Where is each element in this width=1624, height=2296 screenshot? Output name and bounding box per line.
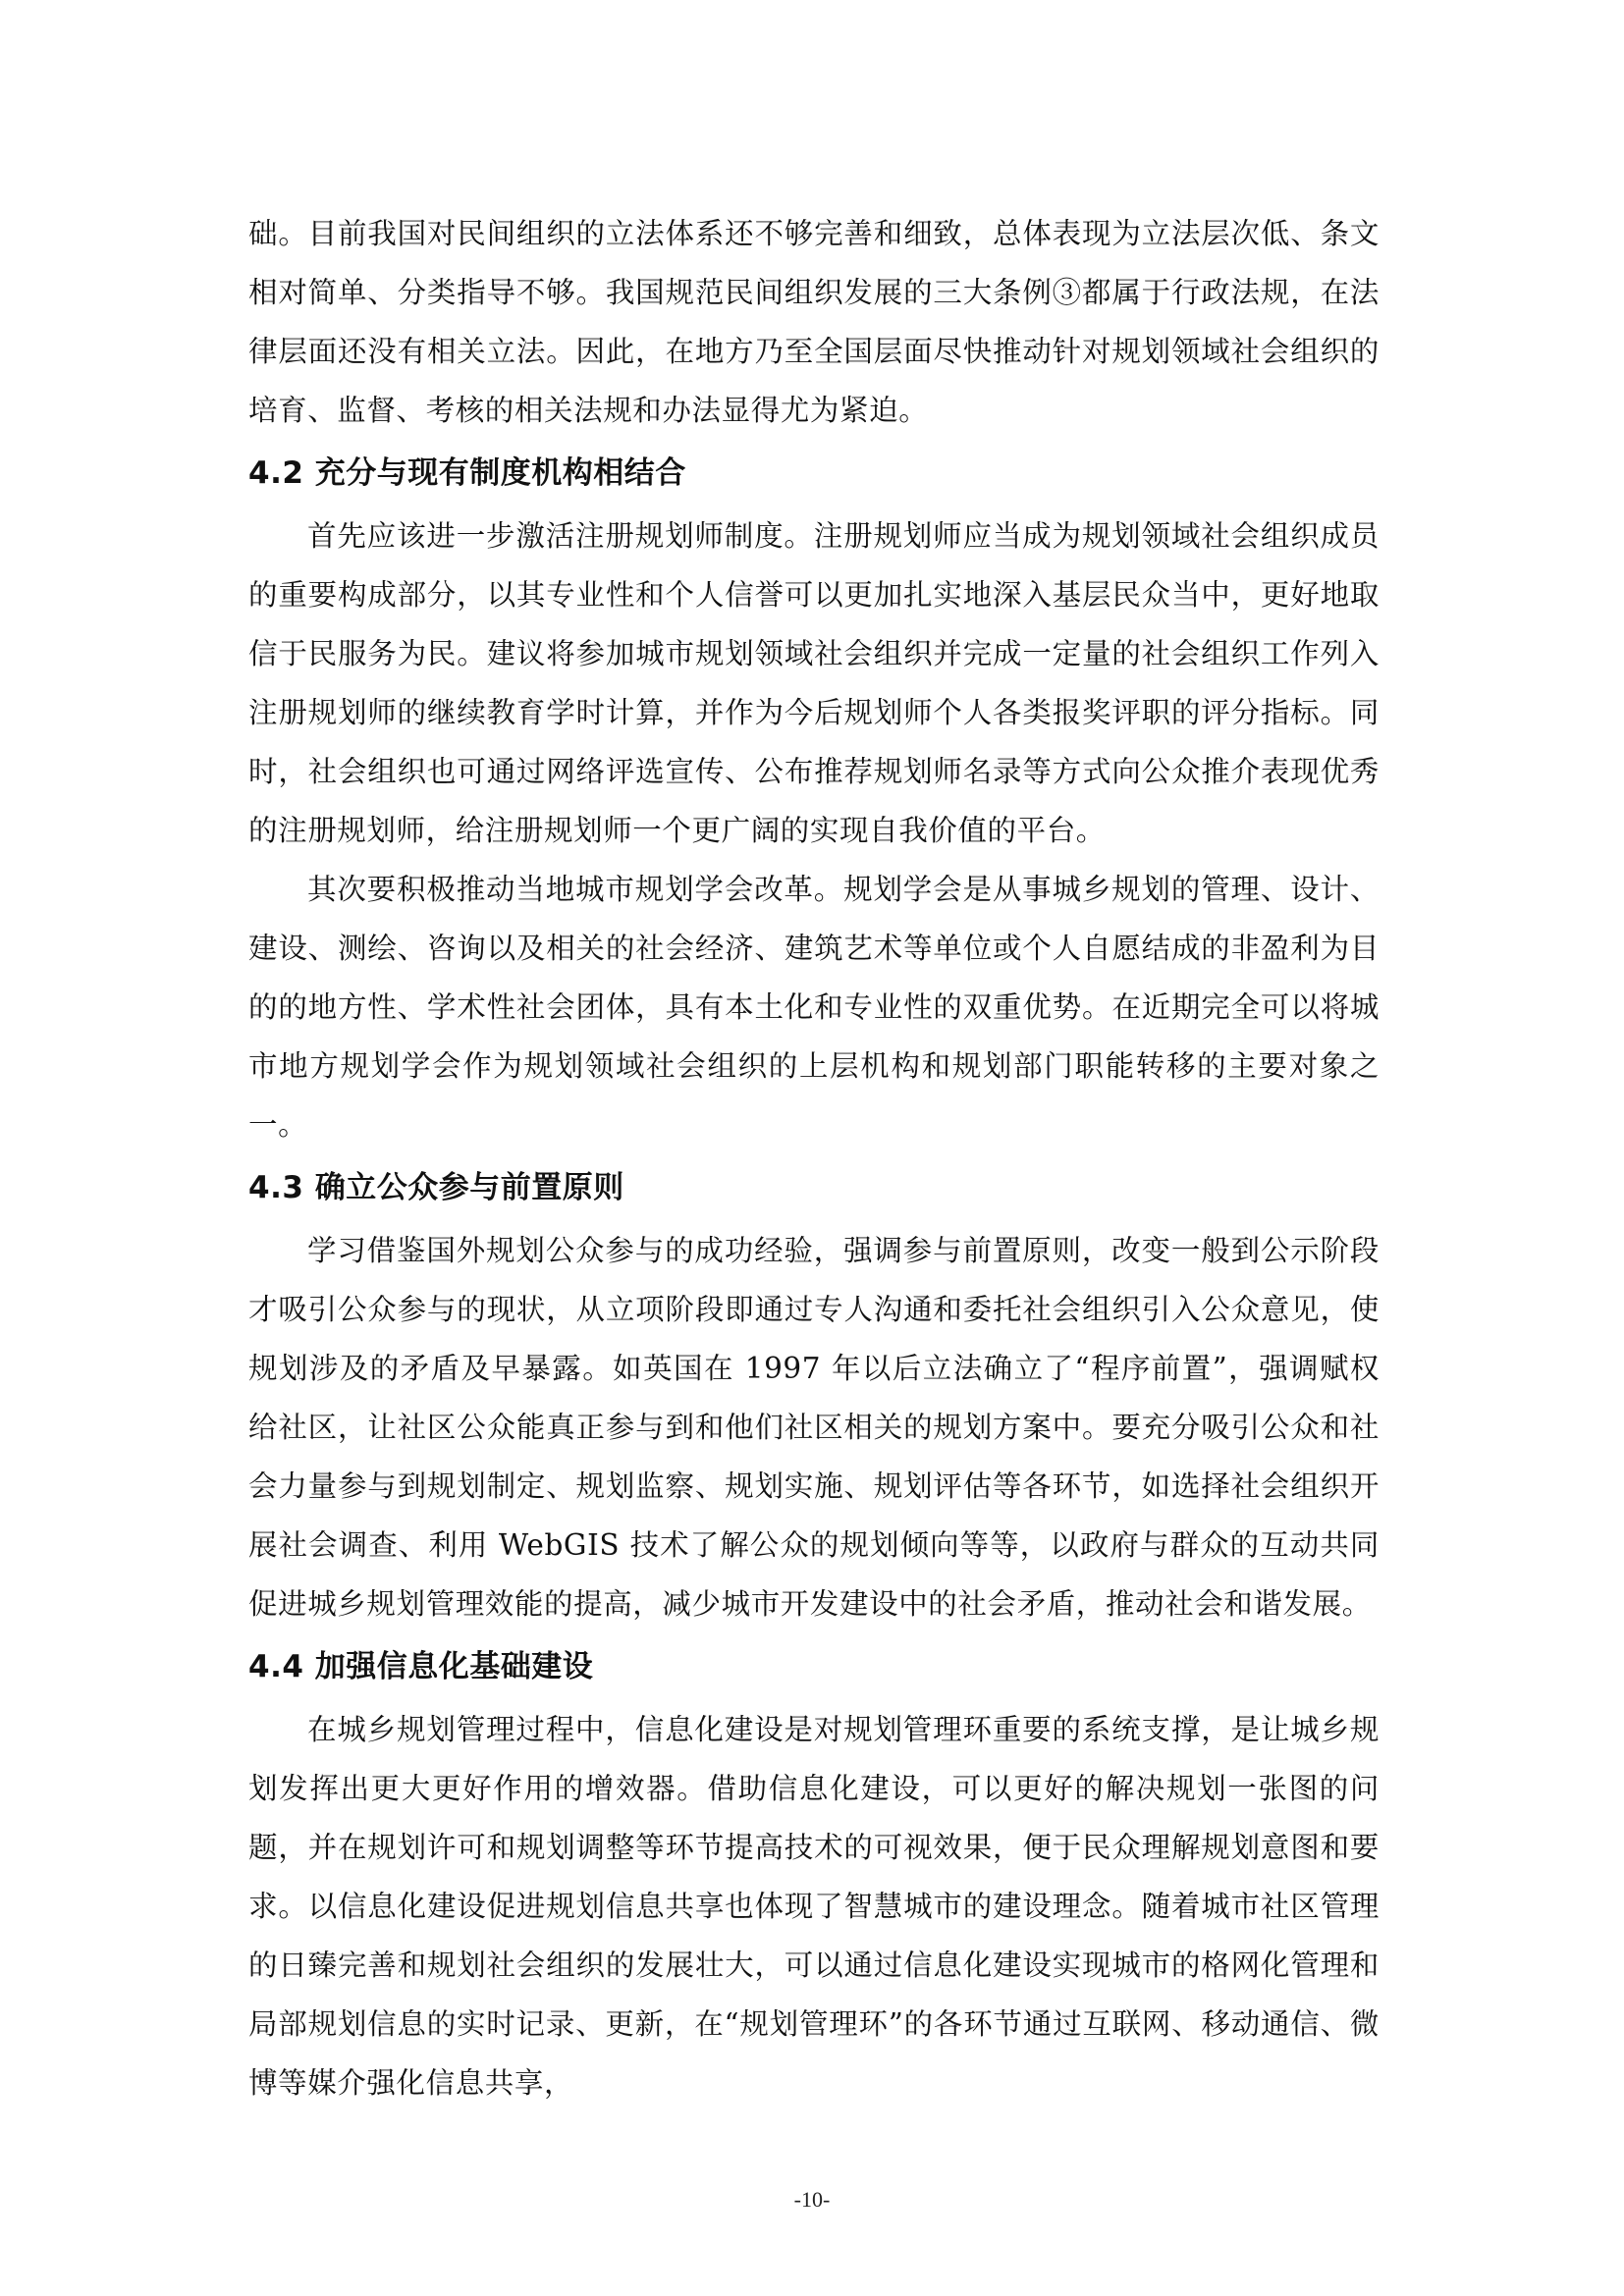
paragraph-informatization: 在城乡规划管理过程中，信息化建设是对规划管理环重要的系统支撑，是让城乡规划发挥出更大更好作用的增效器。借助信息化建设，可以更好的解决规划一张图的问题，并在规划许可和规划调整等环节提高技术的可视效果，便于民众理解规划意图和要求。以信息化建设促进规划信息共享也体现了智慧城市的建设理念。随着城市社区管理的日臻完善和规划社会组织的发展壮大，可以通过信息化建设实现城市的格网化管理和局部规划信息的实时记录、更新，在“规划管理环”的各环节通过互联网、移动通信、微博等媒介强化信息共享，	[248, 1713, 1380, 2100]
page-number: -10-	[793, 2187, 831, 2212]
section-heading-4-3: 4.3 确立公众参与前置原则	[248, 1170, 624, 1205]
section-heading-4-2: 4.2 充分与现有制度机构相结合	[248, 455, 686, 491]
page-body	[248, 204, 1380, 2112]
paragraph-continued: 础。目前我国对民间组织的立法体系还不够完善和细致，总体表现为立法层次低、条文相对简单、分类指导不够。我国规范民间组织发展的三大条例③都属于行政法规，在法律层面还没有相关立法。因此，在地方乃至全国层面尽快推动针对规划领域社会组织的培育、监督、考核的相关法规和办法显得尤为紧迫。	[248, 217, 1380, 427]
paragraph-planning-society: 其次要积极推动当地城市规划学会改革。规划学会是从事城乡规划的管理、设计、建设、测绘、咨询以及相关的社会经济、建筑艺术等单位或个人自愿结成的非盈利为目的的地方性、学术性社会团体，具有本土化和专业性的双重优势。在近期完全可以将城市地方规划学会作为规划领域社会组织的上层机构和规划部门职能转移的主要对象之一。	[248, 873, 1380, 1142]
section-heading-4-4: 4.4 加强信息化基础建设	[248, 1649, 594, 1684]
paragraph-registered-planner: 首先应该进一步激活注册规划师制度。注册规划师应当成为规划领域社会组织成员的重要构成部分，以其专业性和个人信誉可以更加扎实地深入基层民众当中，更好地取信于民服务为民。建议将参加城市规划领域社会组织并完成一定量的社会组织工作列入注册规划师的继续教育学时计算，并作为今后规划师个人各类报奖评职的评分指标。同时，社会组织也可通过网络评选宣传、公布推荐规划师名录等方式向公众推介表现优秀的注册规划师，给注册规划师一个更广阔的实现自我价值的平台。	[248, 519, 1380, 847]
paragraph-public-participation: 学习借鉴国外规划公众参与的成功经验，强调参与前置原则，改变一般到公示阶段才吸引公众参与的现状，从立项阶段即通过专人沟通和委托社会组织引入公众意见，使规划涉及的矛盾及早暴露。如英国在 1997 年以后立法确立了“程序前置”，强调赋权给社区，让社区公众能真正参与到和他们社区相关的规划方案中。要充分吸引公众和社会力量参与到规划制定、规划监察、规划实施、规划评估等各环节，如选择社会组织开展社会调查、利用 WebGIS 技术了解公众的规划倾向等等，以政府与群众的互动共同促进城乡规划管理效能的提高，减少城市开发建设中的社会矛盾，推动社会和谐发展。	[248, 1234, 1380, 1621]
